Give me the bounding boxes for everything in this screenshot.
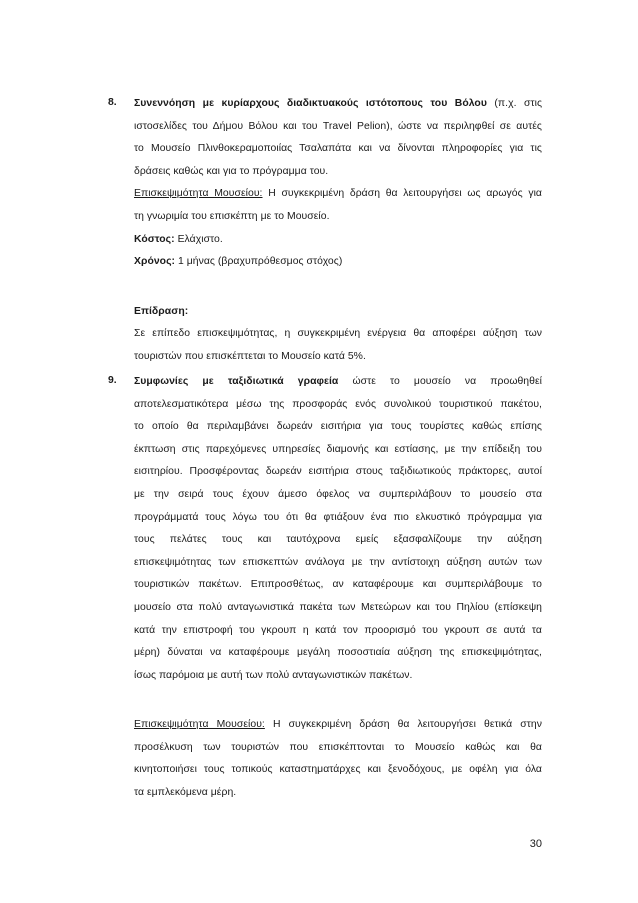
item-number: 9. bbox=[108, 375, 117, 386]
spacer bbox=[134, 278, 542, 305]
paragraph-line: επισκεψιμότητας των επισκεπτών ανάλογα με την αντίστοιχη αύξηση αυτών των bbox=[134, 556, 542, 568]
cost-label: Κόστος: bbox=[134, 233, 175, 245]
paragraph-line: το οποίο θα περιλαμβάνει δωρεάν εισιτήρια για τους τουρίστες καθώς επίσης bbox=[134, 421, 542, 433]
paragraph-line: τα εμπλεκόμενα μέρη. bbox=[134, 786, 237, 798]
visit-body bbox=[134, 718, 542, 808]
item-title: Συνεννόηση με κυρίαρχους διαδικτυακούς ιστότοπους του Βόλου bbox=[134, 98, 487, 109]
item-first-line-rest: ώστε το μουσείο να προωθηθεί bbox=[352, 376, 542, 387]
item-first-line bbox=[134, 375, 542, 398]
paragraph-line: μουσείο στα πολύ ανταγωνιστικά πακέτα των Μετεώρων και του Πηλίου (επίσκεψη bbox=[134, 601, 542, 613]
paragraph-line: τους πελάτες τους και ταυτόχρονα εμείς εξασφαλίζουμε την αύξηση bbox=[134, 534, 542, 546]
paragraph-line: με την σειρά τους έχουν άμεσο όφελος να συμπεριλάβουν το μουσείο στα bbox=[134, 488, 542, 500]
paragraph-line: ιστοσελίδες του Δήμου Βόλου και του Travel Pelion), ώστε να περιληφθεί σε αυτές bbox=[134, 120, 542, 132]
paragraph-line: έκπτωση στις παρεχόμενες υπηρεσίες διαμονής και εστίασης, με την επίδειξη του bbox=[134, 443, 542, 455]
paragraph-line: Σε επίπεδο επισκεψιμότητας, η συγκεκριμένη ενέργεια θα αποφέρει αύξηση των bbox=[134, 328, 542, 340]
visit-line bbox=[134, 718, 542, 741]
paragraph-line: το Μουσείο Πλινθοκεραμοποιίας Τσαλαπάτα και να δίνονται πληροφορίες για τις bbox=[134, 143, 542, 155]
item-title: Συμφωνίες με ταξιδιωτικά γραφεία bbox=[134, 376, 339, 387]
paragraph-line: κατά την επιστροφή του γκρουπ η κατά τον προορισμό του γκρουπ σε αυτά τα bbox=[134, 624, 542, 636]
cost-line bbox=[134, 233, 542, 256]
paragraph-line: δράσεις καθώς και για το πρόγραμμα του. bbox=[134, 165, 329, 177]
visit-text: Η συγκεκριμένη δράση θα λειτουργήσει ως αρωγός για bbox=[268, 188, 542, 200]
paragraph-line: προσέλκυση των τουριστών που επισκέπτονται το Μουσείο καθώς και θα bbox=[134, 741, 542, 753]
item-body bbox=[134, 97, 542, 373]
time-line bbox=[134, 255, 542, 278]
visit-label: Επισκεψιμότητα Μουσείου: bbox=[134, 719, 265, 730]
visit-line bbox=[134, 187, 542, 210]
impact-label: Επίδραση: bbox=[134, 305, 189, 317]
item-body bbox=[134, 375, 542, 691]
item-first-line bbox=[134, 97, 542, 120]
item-number: 8. bbox=[108, 97, 117, 108]
impact-heading bbox=[134, 305, 542, 328]
paragraph-line: αποτελεσματικότερα μέσω της προσφοράς ενός συνολικού τουριστικού πακέτου, bbox=[134, 398, 542, 410]
paragraph-line: τη γνωριμία του επισκέπτη με το Μουσείο. bbox=[134, 210, 330, 222]
time-value: 1 μήνας (βραχυπρόθεσμος στόχος) bbox=[177, 256, 343, 268]
item-first-line-rest: (π.χ. στις bbox=[494, 98, 542, 109]
paragraph-line: προγράμματά τους λόγω του ότι θα φτιάξουν ένα πιο ελκυστικό πρόγραμμα για bbox=[134, 511, 542, 523]
paragraph-line: μέρη) δύναται να καταφέρουμε μεγάλη ποσοστιαία αύξηση της επισκεψιμότητας, bbox=[134, 647, 542, 659]
paragraph-line: ίσως παρόμοια με αυτή των πολύ ανταγωνιστικών πακέτων. bbox=[134, 669, 413, 681]
paragraph-line: τουριστικών πακέτων. Επιπροσθέτως, αν καταφέρουμε και συμπεριλάβουμε το bbox=[134, 579, 542, 591]
paragraph-line: τουριστών που επισκέπτεται το Μουσείο κατά 5%. bbox=[134, 350, 366, 362]
visit-text: Η συγκεκριμένη δράση θα λειτουργήσει θετικά στην bbox=[272, 719, 542, 730]
cost-value: Ελάχιστο. bbox=[177, 233, 223, 245]
page-number: 30 bbox=[529, 838, 542, 850]
time-label: Χρόνος: bbox=[134, 256, 176, 268]
paragraph-line: εισιτηρίου. Προσφέροντας δωρεάν εισιτήρια στους ταξιδιωτικούς πράκτορες, αυτοί bbox=[134, 466, 542, 478]
visit-label: Επισκεψιμότητα Μουσείου: bbox=[134, 188, 263, 200]
paragraph-line: κινητοποιήσει τους τοπικούς καταστηματάρχες και ξενοδόχους, με οφέλη για όλα bbox=[134, 764, 542, 776]
